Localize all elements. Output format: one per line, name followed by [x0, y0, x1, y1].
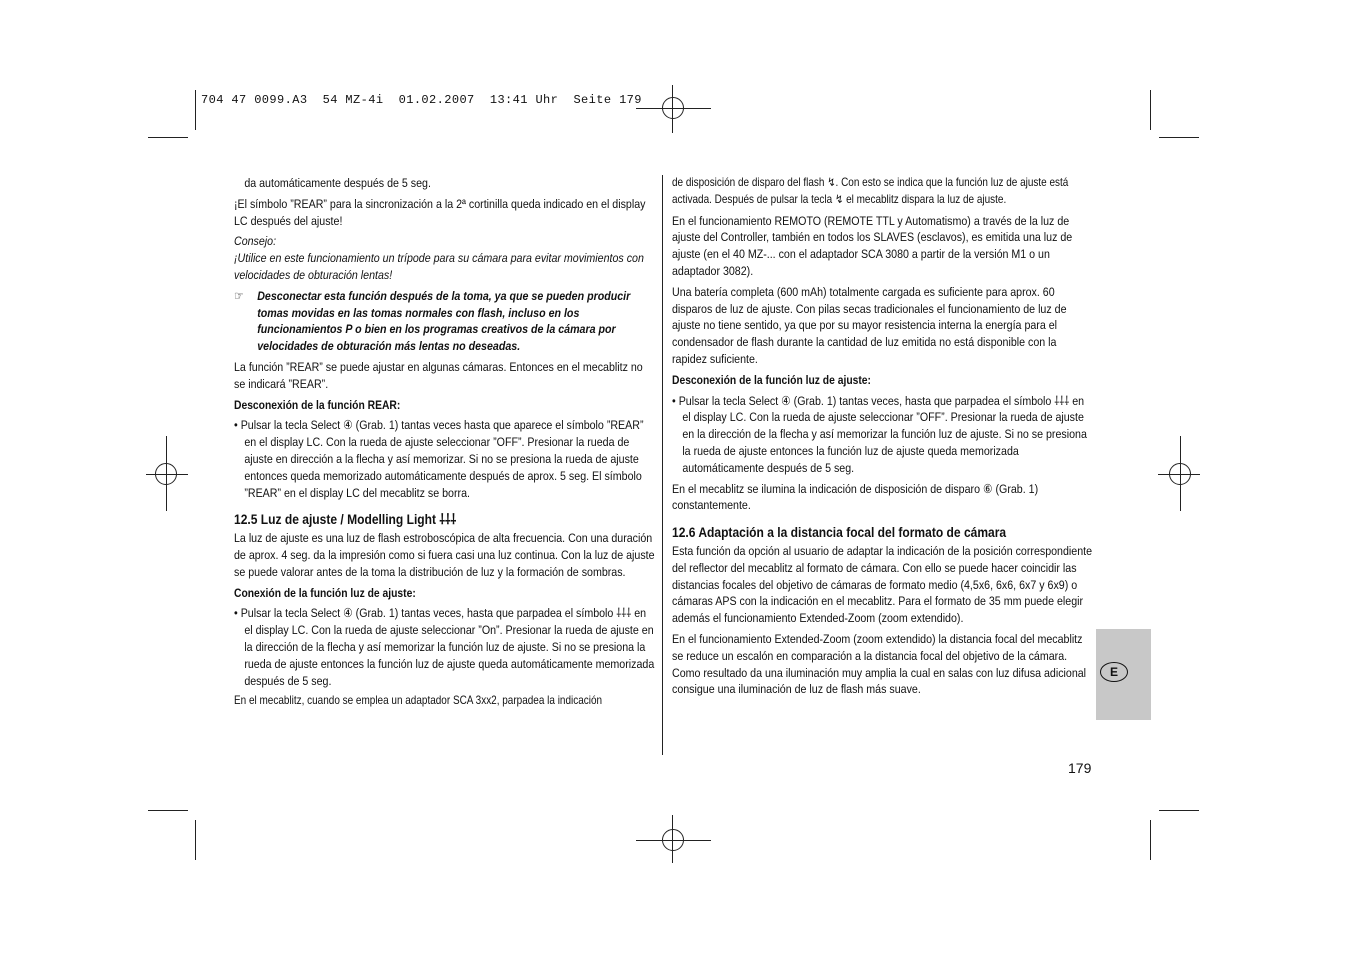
list-item: • Pulsar la tecla Select ④ (Grab. 1) tantas veces, hasta que parpadea el símbolo ⸸⸸⸸ en el display LC. Con la rueda de ajuste seleccionar ”OFF”. Presionar la rueda de ajuste en la dirección de la flecha y así memorizar la función luz de ajuste. Si no se presiona la rueda de ajuste entonces la función luz de ajuste queda memorizada automáticamente después de 5 seg.: [672, 393, 1087, 475]
paragraph: da automáticamente después de 5 seg.: [244, 176, 431, 190]
crop-mark: [148, 810, 188, 811]
subheading: Desconexión de la función REAR:: [234, 397, 401, 412]
left-column: [234, 175, 655, 714]
pointing-hand-icon: ☞: [234, 288, 244, 303]
registration-mark: [146, 474, 188, 475]
registration-mark: [636, 840, 711, 841]
warning-note: [234, 288, 655, 355]
paragraph: En el mecablitz, cuando se emplea un adaptador SCA 3xx2, parpadea la indicación: [234, 694, 603, 708]
registration-mark: [672, 85, 673, 133]
section-heading: 12.5 Luz de ajuste / Modelling Light ⸸⸸⸸: [234, 511, 457, 528]
crop-mark: [1150, 820, 1151, 860]
paragraph: La luz de ajuste es una luz de flash estroboscópica de alta frecuencia. Con una duración de aprox. 4 seg. da la impresión como si fuera casi una luz continua. Con la luz de ajuste se puede valorar antes de la toma la distribución de luz y la formación de sombras.: [234, 531, 655, 579]
crop-mark: [195, 90, 196, 130]
crop-mark: [148, 137, 188, 138]
crop-mark: [1150, 90, 1151, 130]
crop-mark: [1159, 137, 1199, 138]
paragraph: Una batería completa (600 mAh) totalmente cargada es suficiente para aprox. 60 disparos de luz de ajuste. Con pilas secas tradicionales el funcionamiento de luz de ajuste no tiene sentido, ya que por su mayor resistencia interna la energía para el condensador de flash durante la cantidad de luz emitida no está disponible con la rapidez suficiente.: [672, 284, 1067, 366]
registration-mark: [1158, 474, 1200, 475]
subheading: Conexión de la función luz de ajuste:: [234, 585, 416, 600]
tip-label: Consejo:: [234, 234, 277, 249]
column-divider: [662, 175, 663, 755]
right-column: [672, 175, 1093, 702]
section-heading: 12.6 Adaptación a la distancia focal del formato de cámara: [672, 524, 1007, 541]
registration-mark: [166, 436, 167, 511]
paragraph: Esta función da opción al usuario de adaptar la indicación de la posición correspondiente del reflector del mecablitz al formato de cámara. Con ello se puede hacer coincidir las distancias focales del objetivo de cámaras de formato medio (4,5x6, 6x6, 6x7 y 6x9) o cámaras APS con la indicación en el mecablitz. Para el formato de 35 mm puede elegir además el funcionamiento Extended-Zoom (zoom extendido).: [672, 543, 1093, 626]
registration-mark: [1180, 436, 1181, 511]
paragraph: En el mecablitz se ilumina la indicación de disposición de disparo ⑥ (Grab. 1) constantemente.: [672, 481, 1039, 513]
paragraph: En el funcionamiento Extended-Zoom (zoom extendido) la distancia focal del mecablitz se reduce un escalón en comparación a la distancia focal del objetivo de la cámara. Como resultado da una iluminación muy amplia la cual en salas con luz difusa adicional consigue una iluminación de luz de flash más suave.: [672, 631, 1087, 697]
registration-mark: [672, 815, 673, 863]
list-item: • Pulsar la tecla Select ④ (Grab. 1) tantas veces, hasta que parpadea el símbolo ⸸⸸⸸ en el display LC. Con la rueda de ajuste seleccionar ”On”. Presionar la rueda de ajuste en la dirección de la flecha y así memorizar la función luz de ajuste. Si no se presiona la rueda de ajuste entonces la función luz de ajuste queda automáticamente memorizada después de 5 seg.: [234, 606, 655, 688]
tip-text: ¡Utilice en este funcionamiento un trípode para su cámara para evitar movimientos con velocidades de obturación lentas!: [234, 251, 644, 282]
paragraph: La función ”REAR” se puede ajustar en algunas cámaras. Entonces en el mecablitz no se indicará ”REAR”.: [234, 359, 643, 391]
list-item: • Pulsar la tecla Select ④ (Grab. 1) tantas veces hasta que aparece el símbolo ”REAR” en el display LC. Con la rueda de ajuste seleccionar ”OFF”. Presionar la rueda de ajuste en dirección a la flecha y así memorizar. Si no se presiona la rueda de ajuste entonces queda memorizado automáticamente después de aprox. 5 seg. El símbolo ”REAR” en el display LC del mecablitz se borra.: [234, 418, 644, 500]
page-number: 179: [1068, 760, 1092, 776]
crop-mark: [195, 820, 196, 860]
paragraph: de disposición de disparo del flash ↯. Con esto se indica que la función luz de ajuste está activada. Después de pulsar la tecla ↯ el mecablitz dispara la luz de ajuste.: [672, 176, 1069, 206]
registration-mark: [636, 108, 711, 109]
warning-note-text: Desconectar esta función después de la toma, ya que se pueden producir tomas movidas en las tomas normales con flash, incluso en los funcionamientos P o bien en los programas creativos de la cámara por velocidades de obturación más lentas no deseadas.: [257, 288, 631, 354]
paragraph: En el funcionamiento REMOTO (REMOTE TTL y Automatismo) a través de la luz de ajuste del Controller, también en todos los SLAVES (esclavos), es emitida una luz de ajuste (en el 40 MZ-... con el adaptador SCA 3080 a partir de la versión M1 o un adaptador 3082).: [672, 213, 1073, 278]
language-tab-label: E: [1100, 662, 1128, 682]
crop-mark: [1159, 810, 1199, 811]
subheading: Desconexión de la función luz de ajuste:: [672, 372, 871, 387]
paragraph: ¡El símbolo ”REAR” para la sincronización a la 2ª cortinilla queda indicado en el display LC después del ajuste!: [234, 196, 646, 228]
print-header: 704 47 0099.A3 54 MZ-4i 01.02.2007 13:41 Uhr Seite 179: [201, 93, 642, 107]
